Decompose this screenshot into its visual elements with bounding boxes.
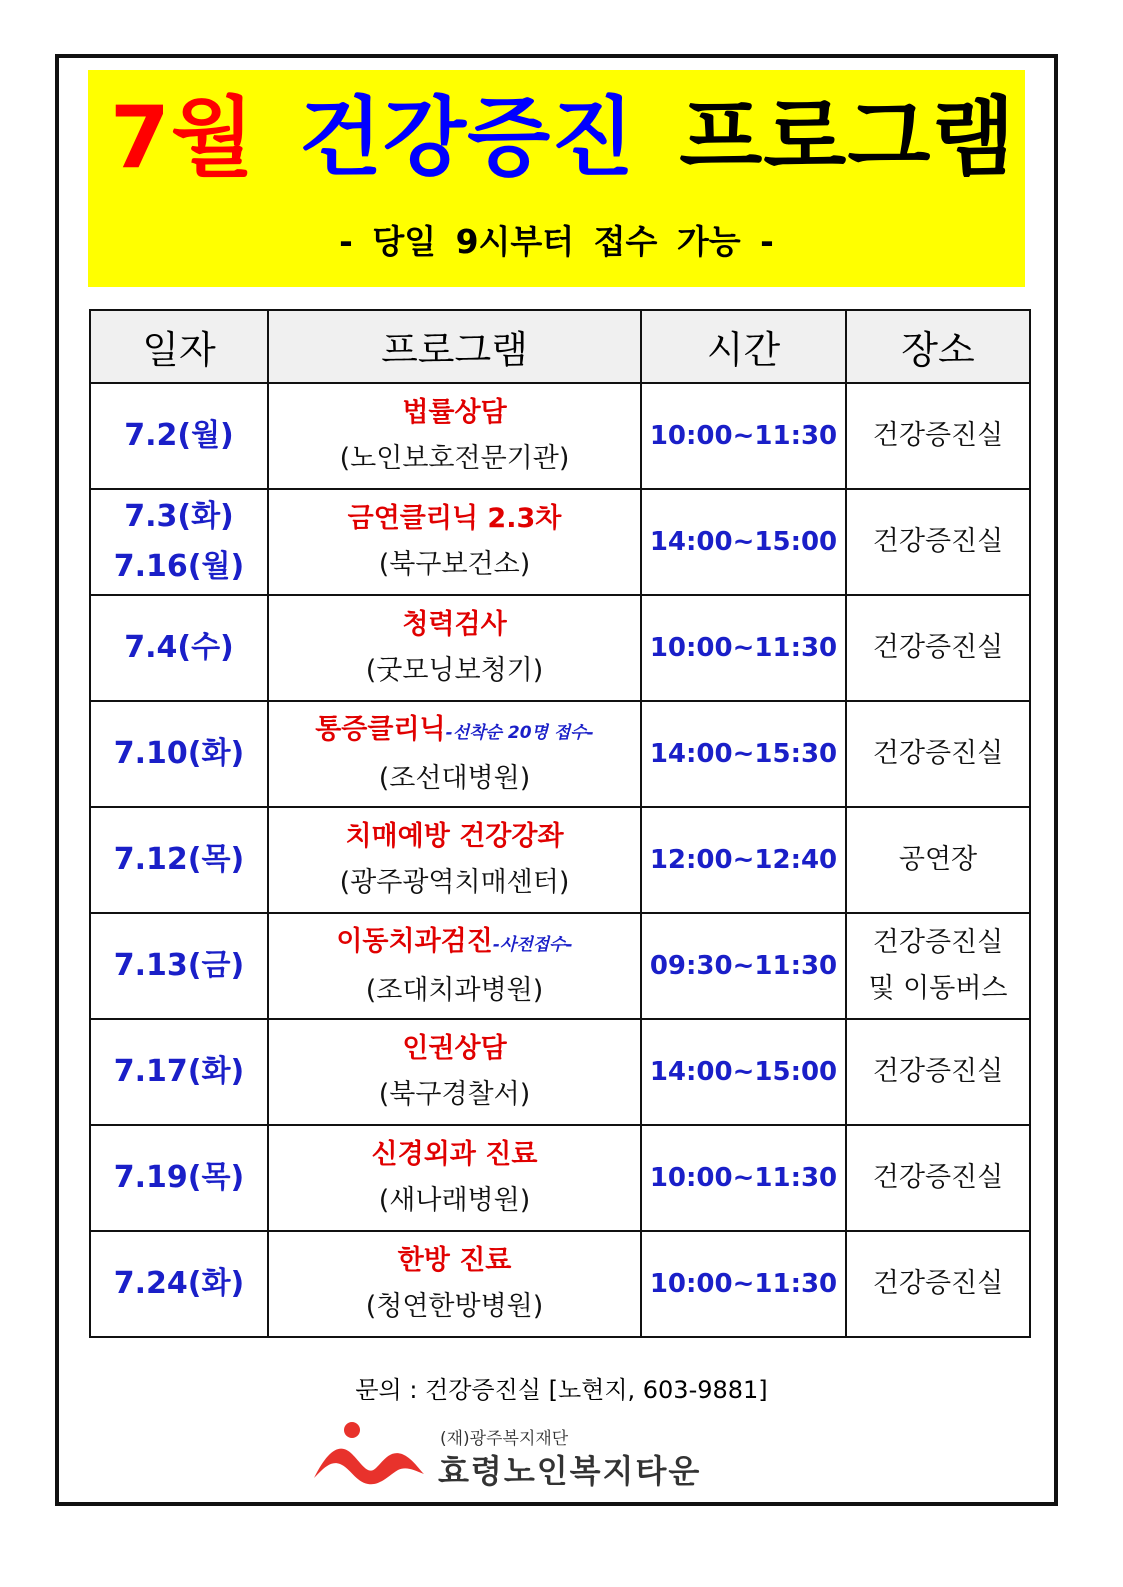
cell-time: 14:00~15:30: [641, 701, 846, 807]
cell-program: [268, 1019, 641, 1125]
program-organization: (조선대병원): [378, 762, 531, 794]
place-text: 공연장: [898, 844, 978, 875]
place-text: 건강증진실: [872, 1056, 1004, 1087]
cell-time: 14:00~15:00: [641, 1019, 846, 1125]
program-line: [269, 707, 640, 756]
table-row: [90, 1125, 1030, 1231]
logo-name: 효령노인복지타운: [438, 1452, 702, 1490]
program-name: 이동치과검진: [336, 925, 493, 957]
date-text: 7.12(목): [113, 842, 245, 877]
place-text: 건강증진실: [872, 927, 1004, 958]
date-text: 7.13(금): [113, 948, 245, 983]
program-name: 신경외과 진료: [371, 1139, 538, 1170]
organization-logo: [310, 1420, 780, 1490]
page-subtitle: - 당일 9시부터 접수 가능 -: [339, 222, 774, 261]
date-text: 7.16(월): [113, 549, 245, 584]
program-name: 통증클리닉: [315, 713, 446, 745]
program-line: [269, 1238, 640, 1284]
program-line: [269, 814, 640, 860]
table-row: [90, 383, 1030, 489]
cell-time: 10:00~11:30: [641, 383, 846, 489]
cell-program: [268, 913, 641, 1019]
cell-date: [90, 701, 268, 807]
header-date: 일자: [90, 310, 268, 383]
cell-date: [90, 807, 268, 913]
cell-time: 14:00~15:00: [641, 489, 846, 595]
program-organization: (새나래병원): [378, 1185, 531, 1216]
cell-program: [268, 1125, 641, 1231]
place-text: 건강증진실: [872, 738, 1004, 769]
date-text: 7.2(월): [124, 418, 234, 453]
page-title: [88, 88, 1025, 188]
date-text: 7.10(화): [113, 736, 245, 771]
cell-date: [90, 913, 268, 1019]
date-text: 7.17(화): [113, 1054, 245, 1089]
program-name: 치매예방 건강강좌: [345, 821, 564, 852]
date-text: 7.3(화): [124, 499, 234, 534]
place-text: 및 이동버스: [868, 973, 1008, 1004]
cell-program: [268, 489, 641, 595]
cell-place: [846, 913, 1030, 1019]
cell-date: [90, 1231, 268, 1337]
cell-program: [268, 383, 641, 489]
date-text: 7.19(목): [113, 1160, 245, 1195]
cell-place: [846, 595, 1030, 701]
program-name: 인권상담: [402, 1033, 507, 1064]
cell-date: [90, 383, 268, 489]
cell-program: [268, 595, 641, 701]
title-month: 7월: [110, 88, 255, 188]
header-time: 시간: [641, 310, 846, 383]
program-organization: (북구보건소): [378, 549, 531, 580]
place-text: 건강증진실: [872, 420, 1004, 451]
title-program: 프로그램: [679, 88, 1016, 188]
logo-subtitle: (재)광주복지재단: [440, 1429, 569, 1449]
cell-program: [268, 701, 641, 807]
program-organization: (조대치과병원): [365, 974, 544, 1006]
program-line: [269, 919, 640, 968]
program-organization: (광주광역치매센터): [339, 867, 570, 898]
cell-date: [90, 1019, 268, 1125]
cell-place: [846, 489, 1030, 595]
schedule-table: [89, 309, 1031, 1338]
cell-program: [268, 1231, 641, 1337]
program-organization: (북구경찰서): [378, 1079, 531, 1110]
program-name: 한방 진료: [397, 1245, 512, 1276]
table-header-row: [90, 310, 1030, 383]
place-text: 건강증진실: [872, 632, 1004, 663]
program-note: -사전접수-: [492, 934, 573, 955]
program-organization: (굿모닝보청기): [365, 655, 544, 686]
cell-date: [90, 489, 268, 595]
place-text: 건강증진실: [872, 526, 1004, 557]
logo-mark-icon: [310, 1420, 430, 1490]
cell-place: [846, 383, 1030, 489]
cell-program: [268, 807, 641, 913]
program-line: [269, 496, 640, 542]
cell-time: 10:00~11:30: [641, 595, 846, 701]
table-row: [90, 913, 1030, 1019]
title-banner: [88, 70, 1025, 287]
table-row: [90, 1231, 1030, 1337]
program-organization: (노인보호전문기관): [339, 443, 570, 474]
program-note: -선착순 20명 접수-: [445, 722, 594, 743]
cell-time: 10:00~11:30: [641, 1231, 846, 1337]
cell-place: [846, 807, 1030, 913]
cell-date: [90, 1125, 268, 1231]
table-row: [90, 595, 1030, 701]
date-text: 7.4(수): [124, 630, 234, 665]
program-line: [269, 602, 640, 648]
cell-time: 09:30~11:30: [641, 913, 846, 1019]
cell-time: 12:00~12:40: [641, 807, 846, 913]
program-line: [269, 1026, 640, 1072]
cell-place: [846, 1019, 1030, 1125]
program-organization: (청연한방병원): [365, 1291, 544, 1322]
table-row: [90, 489, 1030, 595]
title-health: 건강증진: [298, 88, 636, 188]
place-text: 건강증진실: [872, 1162, 1004, 1193]
program-line: [269, 390, 640, 436]
date-text: 7.24(화): [113, 1266, 245, 1301]
cell-place: [846, 1231, 1030, 1337]
cell-place: [846, 1125, 1030, 1231]
cell-place: [846, 701, 1030, 807]
cell-time: 10:00~11:30: [641, 1125, 846, 1231]
table-row: [90, 1019, 1030, 1125]
place-text: 건강증진실: [872, 1268, 1004, 1299]
contact-info: 문의 : 건강증진실 [노현지, 603-9881]: [355, 1376, 768, 1404]
program-name: 금연클리닉 2.3차: [347, 503, 562, 534]
header-program: 프로그램: [268, 310, 641, 383]
table-row: [90, 807, 1030, 913]
header-place: 장소: [846, 310, 1030, 383]
schedule-body: [90, 383, 1030, 1337]
program-line: [269, 1132, 640, 1178]
program-name: 청력검사: [402, 609, 507, 640]
program-name: 법률상담: [402, 397, 507, 428]
cell-date: [90, 595, 268, 701]
table-row: [90, 701, 1030, 807]
